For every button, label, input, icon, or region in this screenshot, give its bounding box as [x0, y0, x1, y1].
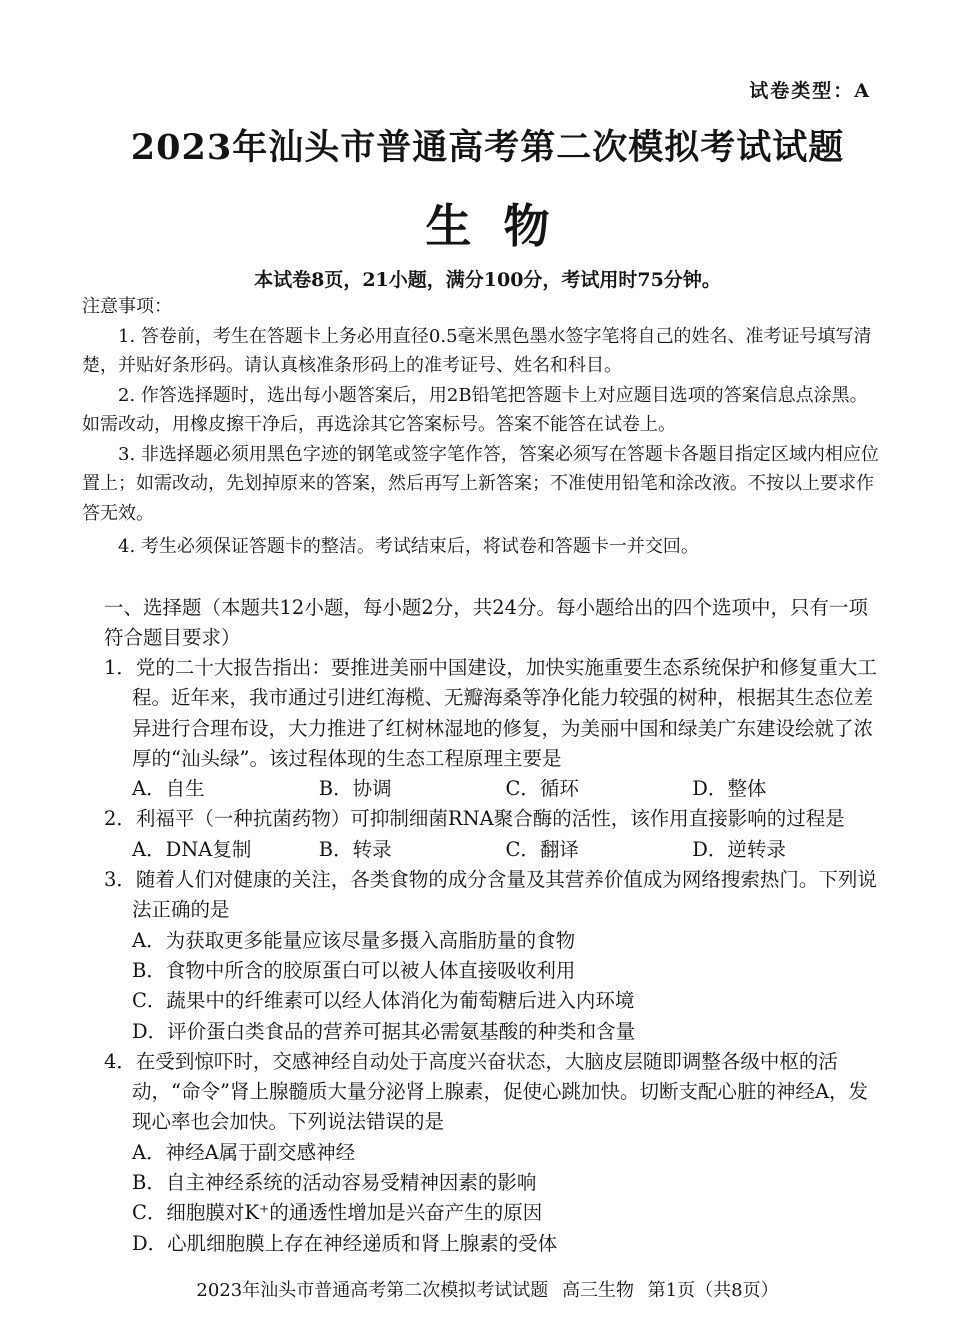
- question-4: [104, 1047, 879, 1259]
- question-stem: 1．党的二十大报告指出：要推进美丽中国建设，加快实施重要生态系统保护和修复重大工程。近年来，我市通过引进红海榄、无瓣海桑等净化能力较强的树种，根据其生态位差异进行合理布设，大力推进了红树林湿地的修复，为美丽中国和绿美广东建设绘就了浓厚的“汕头绿”。该过程体现的生态工程原理主要是: [104, 656, 877, 770]
- question-stem: 4．在受到惊吓时，交感神经自动处于高度兴奋状态，大脑皮层随即调整各级中枢的活动，“命令”肾上腺髓质大量分泌肾上腺素，促使心跳加快。切断支配心脏的神经A，发现心率也会加快。下列说法错误的是: [104, 1049, 869, 1134]
- notes-heading: 注意事项：: [82, 296, 172, 317]
- question-stem: 2．利福平（一种抗菌药物）可抑制细菌RNA聚合酶的活性，该作用直接影响的过程是: [104, 807, 845, 831]
- option-d: D．心肌细胞膜上存在神经递质和肾上腺素的受体: [132, 1231, 558, 1255]
- exam-info: 本试卷8页，21小题，满分100分，考试用时75分钟。: [254, 269, 721, 291]
- option-d: D．整体: [692, 777, 767, 801]
- option-a: A．神经A属于副交感神经: [132, 1140, 356, 1164]
- option-row: [104, 835, 879, 865]
- option-b: B．自主神经系统的活动容易受精神因素的影响: [132, 1171, 537, 1195]
- option-a: A．自生: [132, 777, 205, 801]
- option-b: B．转录: [318, 837, 392, 861]
- question-2: [104, 804, 879, 865]
- option-b: B．协调: [318, 777, 392, 801]
- subject-title: 生 物: [425, 199, 550, 253]
- exam-title: 2023年汕头市普通高考第二次模拟考试试题: [130, 127, 845, 168]
- option-c: C．细胞膜对K⁺的通透性增加是兴奋产生的原因: [132, 1201, 543, 1225]
- note-item: 3. 非选择题必须用黑色字迹的钢笔或签字笔作答，答案必须写在答题卡各题目指定区域内相应位置上；如需改动，先划掉原来的答案，然后再写上新答案；不准使用铅笔和涂改液。不按以上要求作答无效。: [82, 443, 879, 524]
- question-1: [104, 653, 879, 804]
- option-d: D．逆转录: [692, 837, 786, 861]
- question-3: [104, 865, 879, 1047]
- page-footer: 2023年汕头市普通高考第二次模拟考试试题 高三生物 第1页（共8页）: [196, 1280, 779, 1301]
- question-list: [104, 653, 879, 1259]
- option-a: A．为获取更多能量应该尽量多摄入高脂肪量的食物: [132, 928, 576, 952]
- paper-type-label: 试卷类型：A: [749, 80, 871, 102]
- option-d: D．评价蛋白类食品的营养可据其必需氨基酸的种类和含量: [132, 1019, 636, 1043]
- notes-block: [82, 292, 885, 562]
- option-c: C．翻译: [505, 837, 579, 861]
- note-item: 1. 答卷前，考生在答题卡上务必用直径0.5毫米黑色墨水签字笔将自己的姓名、准考证号填写清楚，并贴好条形码。请认真核准条形码上的准考证号、姓名和科目。: [82, 325, 872, 376]
- option-c: C．循环: [505, 777, 579, 801]
- question-stem: 3．随着人们对健康的关注，各类食物的成分含量及其营养价值成为网络搜索热门。下列说法正确的是: [104, 868, 877, 922]
- section-heading: 一、选择题（本题共12小题，每小题2分，共24分。每小题给出的四个选项中，只有一项符合题目要求）: [104, 596, 869, 649]
- option-b: B．食物中所含的胶原蛋白可以被人体直接吸收利用: [132, 958, 576, 982]
- option-a: A．DNA复制: [132, 837, 252, 861]
- note-item: 4. 考生必须保证答题卡的整洁。考试结束后，将试卷和答题卡一并交回。: [118, 536, 699, 557]
- option-c: C．蔬果中的纤维素可以经人体消化为葡萄糖后进入内环境: [132, 989, 635, 1013]
- note-item: 2. 作答选择题时，选出每小题答案后，用2B铅笔把答题卡上对应题目选项的答案信息点涂黑。如需改动，用橡皮擦干净后，再选涂其它答案标号。答案不能答在试卷上。: [82, 384, 868, 435]
- option-row: [104, 774, 879, 804]
